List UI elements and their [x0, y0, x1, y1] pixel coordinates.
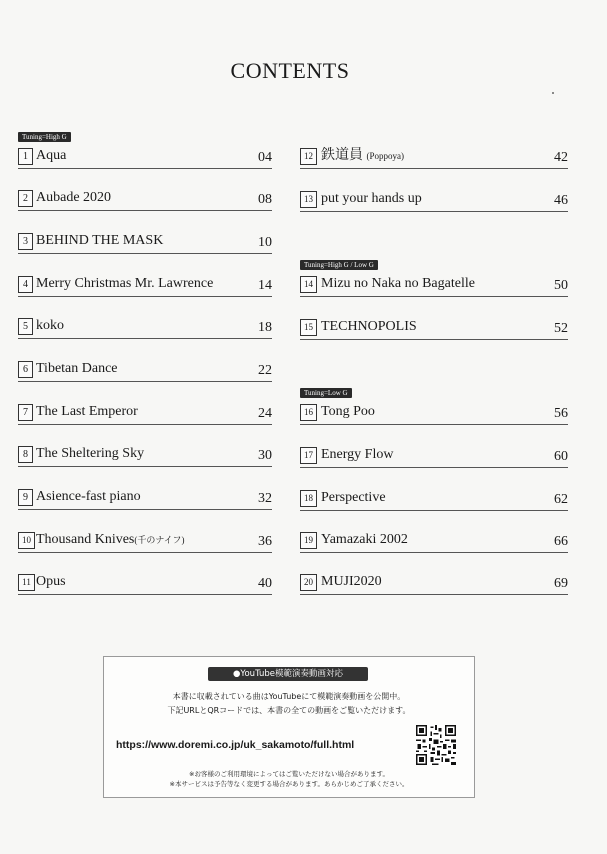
track-title: Yamazaki 2002	[321, 532, 408, 547]
youtube-description-line-1: 本書に収載されている曲はYouTubeにて模範演奏動画を公開中。	[172, 692, 406, 701]
toc-entry[interactable]	[300, 445, 568, 468]
track-title: Perspective	[321, 490, 386, 505]
track-title: TECHNOPOLIS	[321, 319, 417, 334]
page-number: 04	[258, 150, 272, 165]
youtube-description-line-2: 下記URLとQRコードでは、本書の全ての動画をご覧いただけます。	[167, 706, 411, 715]
track-title: MUJI2020	[321, 574, 382, 589]
track-title: Aqua	[36, 148, 67, 163]
youtube-info-box	[103, 656, 475, 798]
page-number: 22	[258, 363, 272, 378]
tuning-label-high-g: Tuning=High G	[18, 132, 71, 142]
tuning-label-high-low-g: Tuning=High G / Low G	[300, 260, 378, 270]
toc-entry[interactable]	[18, 402, 272, 425]
track-title: Energy Flow	[321, 447, 394, 462]
track-number: 15	[300, 319, 317, 336]
page-number: 14	[258, 278, 272, 293]
track-title: Aubade 2020	[36, 190, 112, 205]
toc-entry[interactable]	[18, 146, 272, 169]
toc-entry[interactable]	[300, 402, 568, 425]
page-number: 46	[554, 193, 568, 208]
track-title: Thousand Knives(千のナイフ)	[36, 532, 185, 547]
page-number: 30	[258, 448, 272, 463]
track-title: put your hands up	[321, 191, 422, 206]
toc-entry[interactable]	[18, 487, 272, 510]
toc-entry[interactable]	[300, 317, 568, 340]
page-number: 60	[554, 449, 568, 464]
track-number: 9	[18, 489, 33, 506]
track-number: 8	[18, 446, 33, 463]
toc-entry[interactable]	[18, 231, 272, 254]
toc-entry[interactable]	[300, 488, 568, 511]
tuning-label-low-g: Tuning=Low G	[300, 388, 352, 398]
toc-entry[interactable]	[300, 146, 568, 169]
page-number: 24	[258, 406, 272, 421]
track-title: The Sheltering Sky	[36, 446, 145, 461]
qr-code-icon[interactable]	[416, 725, 456, 765]
track-number: 17	[300, 447, 317, 464]
track-number: 10	[18, 532, 35, 549]
track-number: 4	[18, 276, 33, 293]
track-number: 19	[300, 532, 317, 549]
track-title: The Last Emperor	[36, 404, 138, 419]
page-number: 56	[554, 406, 568, 421]
speck	[552, 92, 554, 94]
toc-entry[interactable]	[18, 188, 272, 211]
toc-entry[interactable]	[300, 274, 568, 297]
page-number: 10	[258, 235, 272, 250]
youtube-note-1: ※お客様のご利用環境によってはご覧いただけない場合があります。	[189, 770, 389, 778]
page-number: 08	[258, 192, 272, 207]
page-number: 62	[554, 492, 568, 507]
page-number: 36	[258, 534, 272, 549]
toc-entry[interactable]	[18, 530, 272, 553]
page-number: 42	[554, 150, 568, 165]
track-number: 20	[300, 574, 317, 591]
toc-entry[interactable]	[18, 444, 272, 467]
track-title: Tong Poo	[321, 404, 375, 419]
page-number: 40	[258, 576, 272, 591]
track-title: Mizu no Naka no Bagatelle	[321, 276, 475, 291]
page-number: 52	[554, 321, 568, 336]
youtube-url-link[interactable]: https://www.doremi.co.jp/uk_sakamoto/full.html	[116, 739, 355, 751]
page-number: 50	[554, 278, 568, 293]
track-number: 6	[18, 361, 33, 378]
youtube-note-2: ※本サービスは予告等なく変更する場合があります。あらかじめご了承ください。	[169, 780, 409, 788]
track-number: 2	[18, 190, 33, 207]
toc-entry[interactable]	[18, 274, 272, 297]
track-number: 1	[18, 148, 33, 165]
youtube-badge: ●YouTube模範演奏動画対応	[208, 667, 368, 681]
toc-entry[interactable]	[300, 572, 568, 595]
page-number: 69	[554, 576, 568, 591]
track-title: Opus	[36, 574, 66, 589]
page-title: CONTENTS	[230, 58, 350, 83]
toc-entry[interactable]	[18, 359, 272, 382]
track-number: 11	[18, 574, 35, 591]
track-number: 5	[18, 318, 33, 335]
page-number: 18	[258, 320, 272, 335]
track-title: Merry Christmas Mr. Lawrence	[36, 276, 214, 291]
track-title: Asience-fast piano	[36, 489, 141, 504]
page-number: 66	[554, 534, 568, 549]
track-number: 16	[300, 404, 317, 421]
track-subtitle: (Poppoya)	[366, 151, 404, 161]
toc-entry[interactable]	[18, 572, 272, 595]
toc-entry[interactable]	[300, 189, 568, 212]
track-number: 14	[300, 276, 317, 293]
track-title: Tibetan Dance	[36, 361, 118, 376]
toc-entry[interactable]	[300, 530, 568, 553]
track-subtitle: (千のナイフ)	[134, 535, 185, 545]
track-title: BEHIND THE MASK	[36, 233, 164, 248]
track-number: 13	[300, 191, 317, 208]
track-number: 3	[18, 233, 33, 250]
track-number: 12	[300, 148, 317, 165]
track-title: koko	[36, 318, 64, 333]
toc-entry[interactable]	[18, 316, 272, 339]
page-number: 32	[258, 491, 272, 506]
track-number: 18	[300, 490, 317, 507]
track-number: 7	[18, 404, 33, 421]
track-title: 鉄道員 (Poppoya)	[321, 148, 404, 163]
